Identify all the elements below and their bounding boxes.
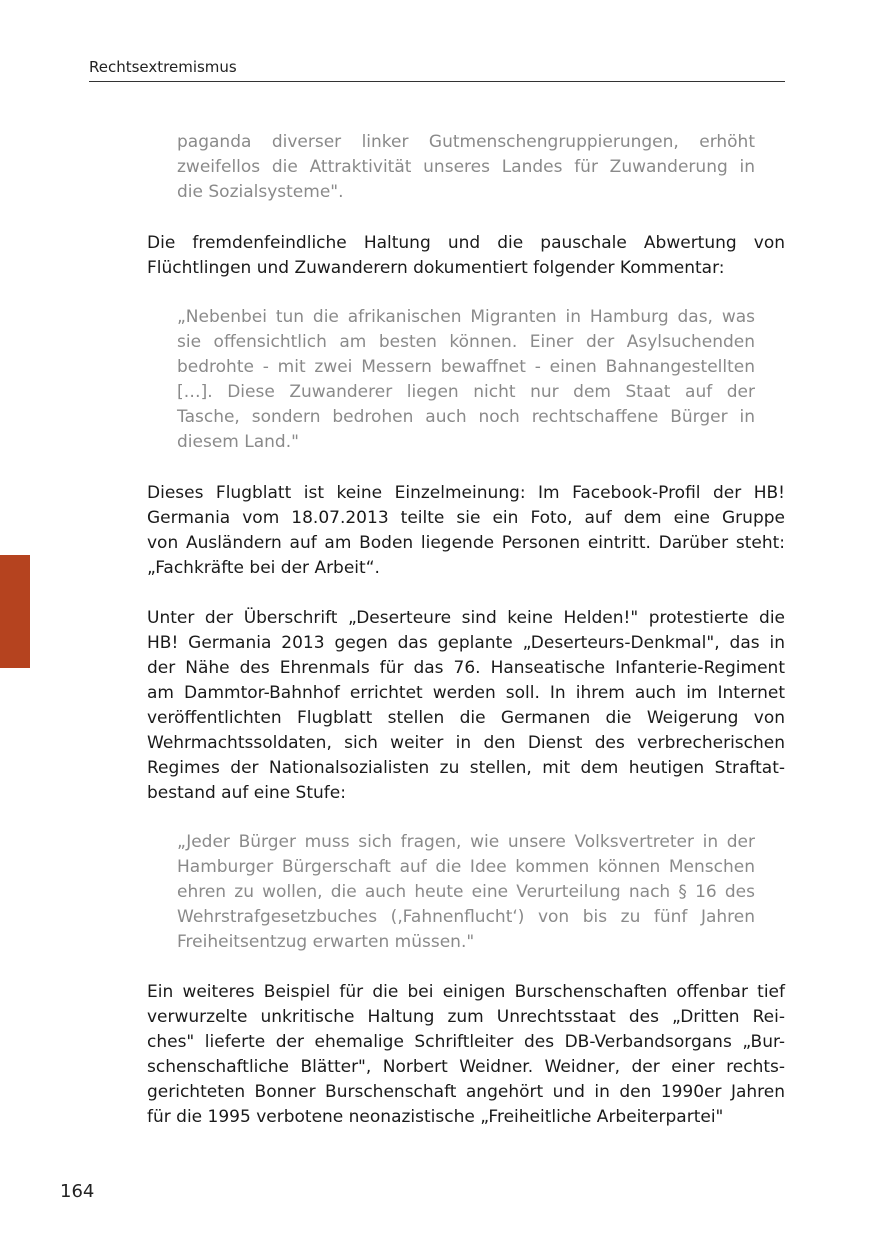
text-line: veröffentlichten Flugblatt stellen die Germanen die Weigerung von xyxy=(147,708,785,728)
text-line: HB! Germania 2013 gegen das geplante „Deserteurs-Denkmal", das in xyxy=(147,633,785,653)
text-line: Die fremdenfeindliche Haltung und die pauschale Abwertung von xyxy=(147,233,785,253)
text-line: Ein weiteres Beispiel für die bei einigen Burschenschaften offenbar tief xyxy=(147,982,785,1002)
text-line: von Ausländern auf am Boden liegende Personen eintritt. Darüber steht: xyxy=(147,533,785,553)
text-line: verwurzelte unkritische Haltung zum Unrechtsstaat des „Dritten Rei- xyxy=(147,1007,785,1027)
text-line: Regimes der Nationalsozialisten zu stellen, mit dem heutigen Straftat- xyxy=(147,758,785,778)
text-line: sie offensichtlich am besten können. Einer der Asylsuchenden xyxy=(177,332,755,352)
text-line: Freiheitsentzug erwarten müssen." xyxy=(177,932,475,952)
text-line: die Sozialsysteme". xyxy=(177,182,344,202)
text-line: Flüchtlingen und Zuwanderern dokumentiert folgender Kommentar: xyxy=(147,258,725,278)
running-head: Rechtsextremismus xyxy=(89,58,237,76)
text-line: „Fachkräfte bei der Arbeit“. xyxy=(147,558,380,578)
page-number: 164 xyxy=(60,1181,95,1202)
text-line: bedrohte - mit zwei Messern bewaffnet - einen Bahnangestellten xyxy=(177,357,755,377)
text-line: der Nähe des Ehrenmals für das 76. Hanseatische Infanterie-Regiment xyxy=(147,658,785,678)
quote-block-2 xyxy=(177,830,755,955)
chapter-side-tab xyxy=(0,555,30,668)
quote-block-1 xyxy=(177,305,755,455)
header-rule xyxy=(89,81,785,82)
text-line: ehren zu wollen, die auch heute eine Verurteilung nach § 16 des xyxy=(177,882,755,902)
text-line: paganda diverser linker Gutmenschengruppierungen, erhöht xyxy=(177,132,755,152)
text-line: Dieses Flugblatt ist keine Einzelmeinung: Im Facebook-Profil der HB! xyxy=(147,483,785,503)
paragraph-2 xyxy=(147,481,785,581)
text-line: Tasche, sondern bedrohen auch noch rechtschaffene Bürger in xyxy=(177,407,755,427)
text-line: […]. Diese Zuwanderer liegen nicht nur dem Staat auf der xyxy=(177,382,755,402)
text-line: ches" lieferte der ehemalige Schriftleiter des DB-Verbandsorgans „Bur- xyxy=(147,1032,785,1052)
text-line: Germania vom 18.07.2013 teilte sie ein Foto, auf dem eine Gruppe xyxy=(147,508,785,528)
text-line: zweifellos die Attraktivität unseres Landes für Zuwanderung in xyxy=(177,157,755,177)
text-line: für die 1995 verbotene neonazistische „Freiheitliche Arbeiterpartei" xyxy=(147,1107,724,1127)
paragraph-1 xyxy=(147,231,785,281)
text-line: Wehrstrafgesetzbuches (‚Fahnenflucht‘) von bis zu fünf Jahren xyxy=(177,907,755,927)
text-line: diesem Land." xyxy=(177,432,299,452)
text-line: „Nebenbei tun die afrikanischen Migranten in Hamburg das, was xyxy=(177,307,755,327)
paragraph-3 xyxy=(147,606,785,806)
text-line: „Jeder Bürger muss sich fragen, wie unsere Volksvertreter in der xyxy=(177,832,755,852)
quote-block-continued xyxy=(177,130,755,205)
text-line: am Dammtor-Bahnhof errichtet werden soll. In ihrem auch im Internet xyxy=(147,683,785,703)
text-line: bestand auf eine Stufe: xyxy=(147,783,346,803)
text-line: Wehrmachtssoldaten, sich weiter in den Dienst des verbrecherischen xyxy=(147,733,785,753)
paragraph-4 xyxy=(147,980,785,1130)
text-line: gerichteten Bonner Burschenschaft angehört und in den 1990er Jahren xyxy=(147,1082,785,1102)
text-line: schenschaftliche Blätter", Norbert Weidner. Weidner, der einer rechts- xyxy=(147,1057,785,1077)
text-line: Unter der Überschrift „Deserteure sind keine Helden!" protestierte die xyxy=(147,608,785,628)
text-line: Hamburger Bürgerschaft auf die Idee kommen können Menschen xyxy=(177,857,755,877)
